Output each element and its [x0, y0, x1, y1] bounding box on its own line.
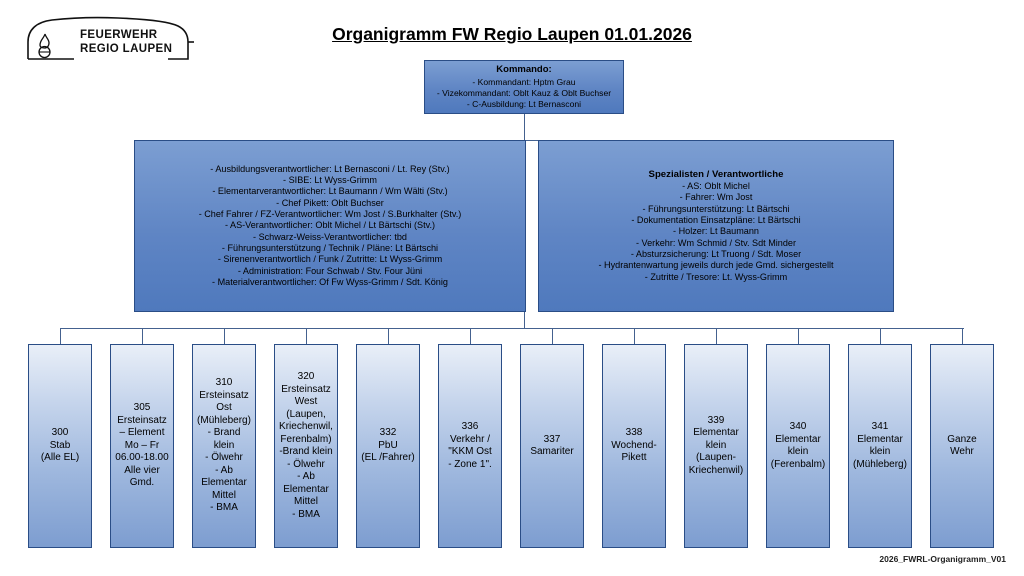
unit-line: 06.00-18.00: [115, 452, 169, 464]
connector-bus: [60, 328, 964, 329]
panel-right-line: - Zutritte / Tresore: Lt. Wyss-Grimm: [644, 271, 788, 282]
unit-line: "KKM Ost: [448, 446, 492, 457]
unit-300: [28, 344, 92, 548]
unit-line: Elementar: [283, 483, 329, 495]
document-version-label: 2026_FWRL-Organigramm_V01: [879, 554, 1006, 564]
unit-line: - Zone 1".: [448, 458, 492, 470]
unit-line: Elementar: [775, 433, 821, 445]
unit-337: [520, 344, 584, 548]
connector-drop: [142, 328, 143, 344]
connector-drop: [60, 328, 61, 344]
panel-right-line: - AS: Oblt Michel: [682, 180, 750, 191]
unit-336: [438, 344, 502, 548]
panel-left-line: - SIBE: Lt Wyss-Grimm: [283, 174, 377, 185]
unit-line: Stab: [49, 439, 71, 451]
unit-line: Verkehr /: [449, 433, 491, 445]
unit-line: Elementar: [201, 477, 247, 489]
unit-line: 310: [215, 377, 233, 389]
panel-left-line: - AS-Verantwortlicher: Oblt Michel / Lt Bärtschi (Stv.): [224, 220, 436, 231]
unit-line: 300: [51, 427, 69, 439]
unit-line: (Mühleberg): [197, 414, 251, 426]
unit-line: (Laupen-: [695, 452, 737, 464]
connector-vertical: [524, 312, 525, 328]
unit-line: Alle vier: [124, 464, 160, 476]
unit-line: Mo – Fr: [124, 439, 160, 451]
unit-320: [274, 344, 338, 548]
kommando-line: - Vizekommandant: Oblt Kauz & Oblt Buchser: [436, 88, 612, 99]
unit-line: Samariter: [530, 446, 574, 457]
unit-line: klein: [705, 439, 727, 451]
unit-line: Mittel: [294, 496, 318, 507]
connector-drop: [306, 328, 307, 344]
unit-line: (EL /Fahrer): [361, 452, 415, 464]
panel-right-line: - Fahrer: Wm Jost: [679, 192, 753, 203]
unit-line: Mittel: [212, 489, 236, 501]
panel-left-line: - Administration: Four Schwab / Stv. Four Jüni: [237, 265, 423, 276]
unit-339: [684, 344, 748, 548]
connector-drop: [798, 328, 799, 344]
unit-line: - Ölwehr: [205, 452, 243, 464]
unit-line: (Alle EL): [40, 452, 80, 464]
unit-line: 320: [297, 371, 315, 382]
connector-drop: [634, 328, 635, 344]
panel-left-line: - Chef Pikett: Oblt Buchser: [276, 197, 384, 208]
unit-line: - Ab: [297, 471, 315, 482]
panel-left-line: - Schwarz-Weiss-Verantwortlicher: tbd: [253, 231, 407, 242]
unit-line: Ganze: [947, 433, 977, 445]
connector-drop: [880, 328, 881, 344]
kommando-line: - C-Ausbildung: Lt Bernasconi: [466, 98, 582, 109]
unit-line: Ferenbalm): [280, 433, 332, 445]
unit-305: [110, 344, 174, 548]
panel-right-line: - Führungsunterstützung: Lt Bärtschi: [642, 203, 790, 214]
unit-line: Ersteinsatz: [281, 383, 331, 395]
unit-338: [602, 344, 666, 548]
unit-340: [766, 344, 830, 548]
unit-line: Ersteinsatz: [117, 414, 167, 426]
unit-line: PbU: [378, 439, 398, 451]
connector-drop: [224, 328, 225, 344]
unit-line: Wochend-: [611, 439, 657, 451]
unit-line: Kriechenwil,: [279, 421, 333, 432]
connector-drop: [962, 328, 963, 344]
panel-right-heading: Spezialisten / Verantwortliche: [648, 168, 784, 180]
unit-line: (Laupen,: [286, 408, 326, 420]
logo-line-2: REGIO LAUPEN: [80, 43, 173, 55]
unit-line: (Ferenbalm): [770, 458, 826, 470]
unit-line: - Ab: [215, 464, 233, 476]
unit-line: (Mühleberg): [853, 458, 907, 470]
kommando-line: - Kommandant: Hptm Grau: [472, 77, 576, 88]
unit-line: -Brand klein: [279, 446, 333, 457]
unit-line: klein: [869, 446, 891, 457]
panel-left-line: - Ausbildungsverantwortlicher: Lt Bernasconi / Lt. Rey (Stv.): [210, 163, 450, 174]
kommando-heading: Kommando:: [496, 64, 552, 76]
unit-line: Ersteinsatz: [199, 389, 249, 401]
unit-line: 336: [461, 421, 479, 432]
unit-line: – Element: [119, 427, 165, 439]
unit-line: Elementar: [857, 433, 903, 445]
unit-line: Ost: [216, 402, 232, 414]
connector-vertical: [524, 114, 525, 140]
panel-right-line: - Holzer: Lt Baumann: [673, 226, 759, 237]
panel-left-line: - Sirenenverantwortlich / Funk / Zutritte: Lt Wyss-Grimm: [217, 254, 443, 265]
spezialisten-panel: [538, 140, 894, 312]
unit-line: - Brand klein: [207, 427, 241, 451]
connector-drop: [470, 328, 471, 344]
panel-left-line: - Führungsunterstützung / Technik / Pläne: Lt Bärtschi: [221, 243, 439, 254]
unit-line: 341: [871, 421, 889, 432]
unit-line: 337: [543, 433, 561, 445]
unit-ganze-wehr: [930, 344, 994, 548]
unit-341: [848, 344, 912, 548]
unit-line: Kriechenwil): [688, 464, 744, 476]
page-title: Organigramm FW Regio Laupen 01.01.2026: [332, 24, 692, 44]
panel-left-line: - Chef Fahrer / FZ-Verantwortlicher: Wm Jost / S.Burkhalter (Stv.): [198, 208, 462, 219]
unit-line: 332: [379, 427, 397, 439]
verantwortliche-panel: [134, 140, 526, 312]
unit-line: - Ölwehr: [287, 458, 325, 470]
panel-right-line: - Verkehr: Wm Schmid / Stv. Sdt Minder: [635, 237, 797, 248]
unit-line: Wehr: [950, 446, 974, 457]
unit-line: 305: [133, 402, 151, 414]
unit-332: [356, 344, 420, 548]
unit-line: klein: [787, 446, 809, 457]
panel-right-line: - Hydrantenwartung jeweils durch jede Gmd. sichergestellt: [598, 260, 834, 271]
connector-drop: [716, 328, 717, 344]
kommando-box: [424, 60, 624, 114]
unit-line: 338: [625, 427, 643, 439]
unit-line: - BMA: [292, 508, 320, 520]
unit-line: Gmd.: [129, 477, 155, 489]
connector-drop: [388, 328, 389, 344]
panel-right-line: - Absturzsicherung: Lt Truong / Sdt. Moser: [630, 249, 802, 260]
unit-line: 340: [789, 421, 807, 432]
unit-line: Pikett: [621, 452, 647, 464]
unit-line: 339: [707, 414, 725, 426]
unit-line: - BMA: [210, 502, 238, 514]
unit-310: [192, 344, 256, 548]
panel-right-line: - Dokumentation Einsatzpläne: Lt Bärtschi: [631, 214, 801, 225]
panel-left-line: - Elementarverantwortlicher: Lt Baumann / Wm Wälti (Stv.): [212, 186, 448, 197]
logo-line-1: FEUERWEHR: [80, 29, 158, 41]
panel-left-line: - Materialverantwortlicher: Of Fw Wyss-Grimm / Sdt. König: [212, 277, 448, 288]
unit-line: West: [294, 396, 318, 407]
connector-drop: [552, 328, 553, 344]
unit-line: Elementar: [693, 427, 739, 439]
